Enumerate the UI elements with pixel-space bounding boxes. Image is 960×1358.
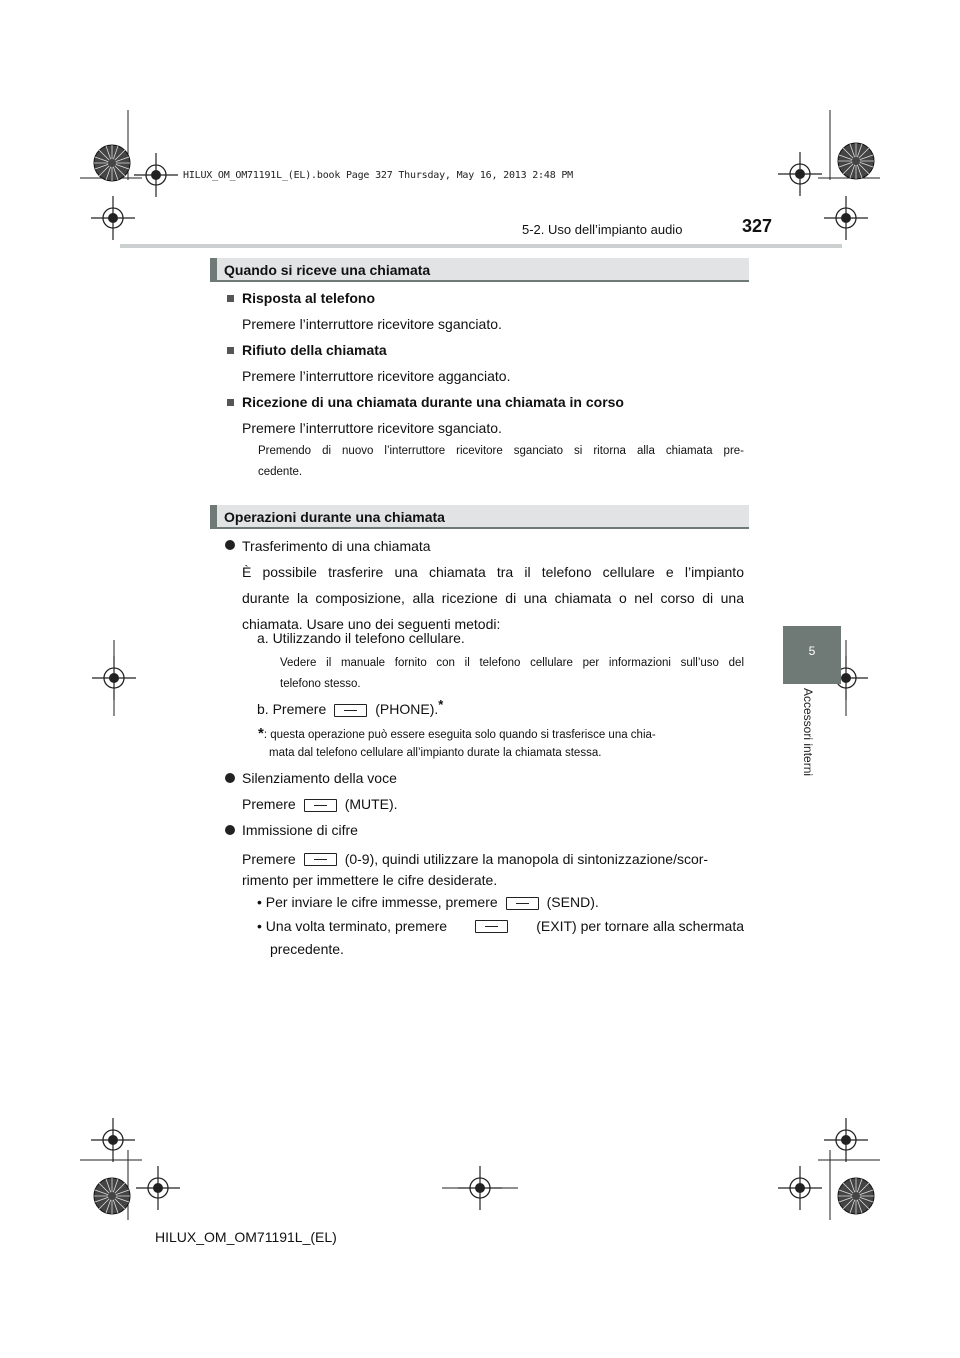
chapter-tab-title bbox=[803, 688, 817, 798]
round-bullet bbox=[225, 540, 235, 550]
option-a-note: telefono stesso. bbox=[280, 678, 361, 690]
option-b bbox=[257, 696, 443, 722]
bullet-send bbox=[257, 889, 599, 915]
section-heading-text: Quando si riceve una chiamata bbox=[224, 262, 431, 278]
mute-suffix: (MUTE). bbox=[344, 796, 398, 812]
footnote-text: mata dal telefono cellulare all’impianto durate la chiamata stessa. bbox=[269, 747, 602, 759]
chapter-number: 5 bbox=[808, 644, 816, 658]
exit-suffix: (EXIT) per tornare alla schermata bbox=[536, 918, 744, 934]
square-bullet bbox=[227, 399, 234, 406]
footnote-star: * bbox=[258, 725, 264, 742]
exit-button-icon bbox=[475, 920, 508, 933]
section-heading-text: Operazioni durante una chiamata bbox=[224, 509, 445, 525]
note-text: Premendo di nuovo l’interruttore ricevitore sganciato si ritorna alla chiamata pre- bbox=[258, 445, 744, 457]
footnote-text: : questa operazione può essere eseguita solo quando si trasferisce una chia- bbox=[263, 729, 656, 741]
item-title: Rifiuto della chiamata bbox=[242, 342, 387, 358]
phone-button-icon bbox=[334, 704, 367, 717]
item-text: Premere l’interruttore ricevitore agganciato. bbox=[242, 368, 511, 384]
square-bullet bbox=[227, 347, 234, 354]
section-heading-incoming-call bbox=[210, 258, 749, 282]
book-file-info: HILUX_OM_OM71191L_(EL).book Page 327 Thursday, May 16, 2013 2:48 PM bbox=[183, 170, 573, 181]
chapter-title-text: Accessori interni bbox=[801, 688, 815, 777]
item-title: Trasferimento di una chiamata bbox=[242, 538, 431, 554]
body-text: durante la composizione, alla ricezione di una chiamata o nel corso di una bbox=[242, 590, 744, 606]
body-text bbox=[242, 791, 398, 817]
header-divider bbox=[120, 244, 842, 248]
note-text: cedente. bbox=[258, 466, 303, 478]
digits-prefix: Premere bbox=[242, 851, 296, 867]
document-code: HILUX_OM_OM71191L_(EL) bbox=[155, 1229, 337, 1245]
item-title: Silenziamento della voce bbox=[242, 770, 397, 786]
item-title: Risposta al telefono bbox=[242, 290, 376, 306]
mute-button-icon bbox=[304, 799, 337, 812]
section-heading-during-call bbox=[210, 505, 749, 529]
item-title: Immissione di cifre bbox=[242, 822, 358, 838]
section-title: 5-2. Uso dell’impianto audio bbox=[522, 222, 683, 237]
digits-button-icon bbox=[304, 853, 337, 866]
item-title: Ricezione di una chiamata durante una chiamata in corso bbox=[242, 394, 624, 410]
page-number: 327 bbox=[742, 216, 773, 236]
item-text: Premere l’interruttore ricevitore sganciato. bbox=[242, 316, 502, 332]
body-text: precedente. bbox=[270, 941, 344, 957]
option-b-suffix: (PHONE). bbox=[375, 701, 439, 717]
option-b-prefix: b. Premere bbox=[257, 701, 327, 717]
option-a-note: Vedere il manuale fornito con il telefono cellulare per informazioni sull’uso del bbox=[280, 657, 744, 669]
exit-prefix: • Una volta terminato, premere bbox=[257, 918, 448, 934]
round-bullet bbox=[225, 825, 235, 835]
option-a: a. Utilizzando il telefono cellulare. bbox=[257, 630, 465, 646]
chapter-tab bbox=[783, 626, 841, 684]
body-text: rimento per immettere le cifre desiderate. bbox=[242, 872, 498, 888]
round-bullet bbox=[225, 773, 235, 783]
send-prefix: • Per inviare le cifre immesse, premere bbox=[257, 894, 498, 910]
mute-prefix: Premere bbox=[242, 796, 296, 812]
body-text: È possibile trasferire una chiamata tra il telefono cellulare e l’impianto bbox=[242, 564, 744, 580]
send-suffix: (SEND). bbox=[546, 894, 599, 910]
square-bullet bbox=[227, 295, 234, 302]
body-text: chiamata. Usare uno dei seguenti metodi: bbox=[242, 616, 501, 632]
footnote-star: * bbox=[438, 697, 444, 712]
item-text: Premere l’interruttore ricevitore sganciato. bbox=[242, 420, 502, 436]
send-button-icon bbox=[506, 897, 539, 910]
digits-text: (0-9), quindi utilizzare la manopola di sintonizzazione/scor- bbox=[344, 851, 709, 867]
